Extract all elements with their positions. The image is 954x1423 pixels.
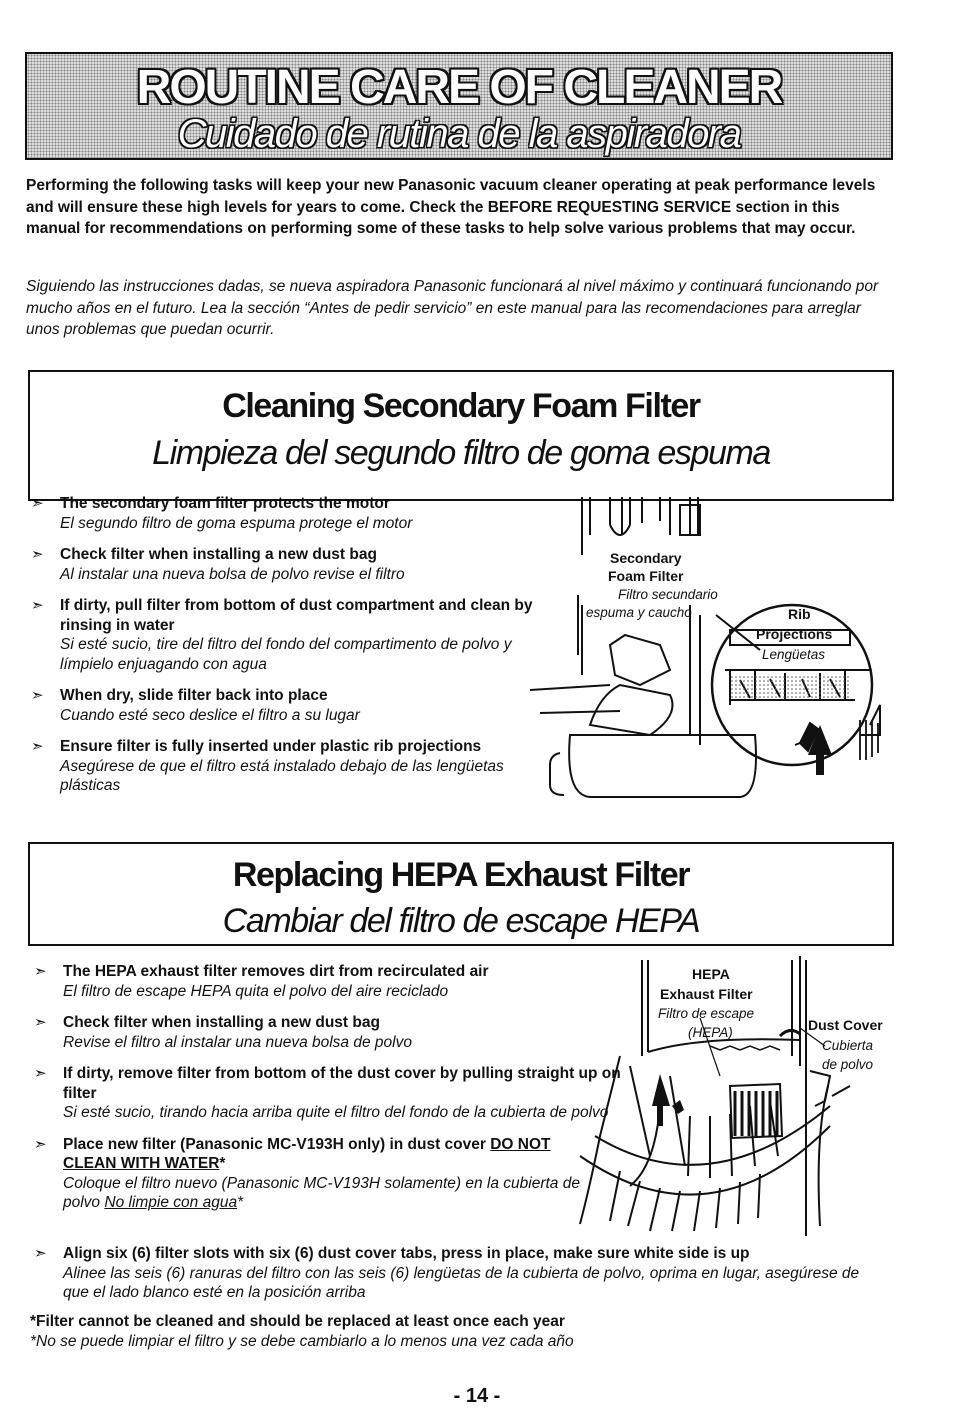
item-text: Coloque el filtro nuevo (Panasonic MC-V193H solamente) en la cubierta de polvo bbox=[63, 1174, 580, 1211]
label-hepa: HEPA bbox=[692, 966, 730, 982]
bullet-arrow-icon: ➣ bbox=[34, 1245, 47, 1262]
label-de-polvo: de polvo bbox=[822, 1057, 874, 1072]
foam-filter-illustration bbox=[530, 495, 900, 810]
bullet-arrow-icon: ➣ bbox=[34, 1065, 47, 1082]
intro-spanish: Siguiendo las instrucciones dadas, se nueva aspiradora Panasonic funcionará al nivel máximo y continuará funcionando por mucho años en el futuro. Lea la sección “Antes de pedir servicio” en este manual para las recomendaciones para arreglar unos problemas que puedan ocurrir. bbox=[26, 278, 879, 338]
list-item bbox=[30, 1244, 910, 1303]
asterisk: * bbox=[237, 1194, 244, 1211]
item-english: Ensure filter is fully inserted under plastic rib projections bbox=[60, 738, 482, 755]
foam-instructions bbox=[27, 494, 567, 808]
footnote bbox=[30, 1312, 574, 1352]
item-english: The HEPA exhaust filter removes dirt from recirculated air bbox=[63, 963, 489, 980]
asterisk: * bbox=[219, 1155, 226, 1172]
label-cubierta: Cubierta bbox=[822, 1038, 874, 1053]
foam-section-header bbox=[28, 370, 894, 501]
item-english: When dry, slide filter back into place bbox=[60, 687, 328, 704]
list-item bbox=[27, 545, 567, 584]
bullet-arrow-icon: ➣ bbox=[31, 738, 44, 755]
page-number: - 14 - bbox=[453, 1385, 501, 1407]
list-item bbox=[27, 596, 567, 674]
item-spanish: Revise el filtro al instalar una nueva bolsa de polvo bbox=[63, 1033, 412, 1051]
bullet-arrow-icon: ➣ bbox=[34, 1014, 47, 1031]
label-projections: Projections bbox=[756, 626, 833, 642]
warning-underlined: No limpie con agua bbox=[104, 1194, 238, 1211]
label-filtro-secundario: Filtro secundario bbox=[618, 587, 718, 602]
page-banner bbox=[25, 52, 893, 160]
item-english: If dirty, remove filter from bottom of the dust cover by pulling straight up on filter bbox=[63, 1065, 621, 1102]
list-item bbox=[27, 737, 567, 796]
label-hepa-paren: (HEPA) bbox=[688, 1025, 733, 1040]
label-lenguetas: Lengüetas bbox=[762, 647, 826, 662]
item-spanish: El filtro de escape HEPA quita el polvo del aire reciclado bbox=[63, 982, 449, 1000]
item-spanish: El segundo filtro de goma espuma protege el motor bbox=[60, 514, 413, 532]
item-english bbox=[63, 1135, 603, 1174]
bullet-arrow-icon: ➣ bbox=[31, 546, 44, 563]
intro-english: Performing the following tasks will keep your new Panasonic vacuum cleaner operating at peak performance levels and will ensure these high levels for years to come. Check the BEFORE REQUESTING SERVICE section in this manual for recommendations on performing some of these tasks to help solve various problems that may occur. bbox=[26, 177, 876, 237]
label-rib: Rib bbox=[788, 606, 811, 622]
banner-title: ROUTINE CARE OF CLEANER bbox=[136, 61, 782, 114]
item-spanish: Si esté sucio, tirando hacia arriba quite el filtro del fondo de la cubierta de polvo bbox=[63, 1104, 609, 1121]
item-english: Check filter when installing a new dust bag bbox=[60, 546, 377, 563]
item-english: The secondary foam filter protects the motor bbox=[60, 495, 390, 512]
item-spanish: Si esté sucio, tire del filtro del fondo del compartimento de polvo y límpielo enjuagando con agua bbox=[60, 636, 512, 673]
item-english: If dirty, pull filter from bottom of dust compartment and clean by rinsing in water bbox=[60, 597, 533, 634]
bullet-arrow-icon: ➣ bbox=[31, 687, 44, 704]
item-spanish: Alinee las seis (6) ranuras del filtro con las seis (6) lengüetas de la cubierta de polvo, oprima en lugar, asegúrese de que el lado blanco esté en la posición arriba bbox=[63, 1264, 860, 1301]
footnote-spanish: *No se puede limpiar el filtro y se debe cambiarlo a lo menos una vez cada año bbox=[30, 1333, 574, 1350]
item-spanish: Asegúrese de que el filtro está instalado debajo de las lengüetas plásticas bbox=[60, 757, 504, 794]
item-text: Place new filter (Panasonic MC-V193H only) in dust cover bbox=[63, 1135, 491, 1153]
warning-underlined: DO NOT CLEAN WITH WATER bbox=[63, 1135, 551, 1172]
label-filtro-escape: Filtro de escape bbox=[658, 1006, 755, 1021]
item-english: Align six (6) filter slots with six (6) dust cover tabs, press in place, make sure white side is up bbox=[63, 1245, 750, 1262]
list-item bbox=[30, 1013, 620, 1052]
foam-section-title: Cleaning Secondary Foam Filter bbox=[222, 387, 700, 425]
hepa-section-header bbox=[28, 842, 894, 946]
label-exhaust-filter: Exhaust Filter bbox=[660, 986, 753, 1002]
hepa-instructions bbox=[30, 962, 620, 1225]
foam-section-subtitle: Limpieza del segundo filtro de goma espuma bbox=[152, 434, 770, 472]
hepa-section-subtitle: Cambiar del filtro de escape HEPA bbox=[222, 902, 700, 940]
bullet-arrow-icon: ➣ bbox=[31, 597, 44, 614]
bullet-arrow-icon: ➣ bbox=[34, 963, 47, 980]
item-english: Check filter when installing a new dust bag bbox=[63, 1014, 380, 1031]
item-spanish: Cuando esté seco deslice el filtro a su lugar bbox=[60, 706, 360, 724]
hepa-filter-illustration bbox=[560, 956, 905, 1236]
item-spanish: Al instalar una nueva bolsa de polvo revise el filtro bbox=[60, 565, 405, 583]
label-dust-cover: Dust Cover bbox=[808, 1017, 883, 1033]
bullet-arrow-icon: ➣ bbox=[34, 1135, 47, 1153]
list-item bbox=[30, 962, 620, 1001]
label-espuma-caucho: espuma y caucho bbox=[586, 605, 692, 620]
label-foam-filter: Foam Filter bbox=[608, 568, 684, 584]
list-item bbox=[27, 494, 567, 533]
bullet-arrow-icon: ➣ bbox=[31, 495, 44, 512]
hepa-section-title: Replacing HEPA Exhaust Filter bbox=[232, 856, 690, 894]
vacuum-foam-filter-drawing bbox=[530, 495, 900, 810]
item-spanish bbox=[63, 1174, 603, 1213]
label-secondary: Secondary bbox=[610, 550, 682, 566]
hepa-instructions-continued bbox=[30, 1244, 910, 1315]
banner-subtitle: Cuidado de rutina de la aspiradora bbox=[177, 112, 741, 156]
list-item bbox=[30, 1064, 643, 1123]
footnote-english: *Filter cannot be cleaned and should be replaced at least once each year bbox=[30, 1313, 565, 1330]
list-item bbox=[30, 1135, 603, 1213]
list-item bbox=[27, 686, 567, 725]
